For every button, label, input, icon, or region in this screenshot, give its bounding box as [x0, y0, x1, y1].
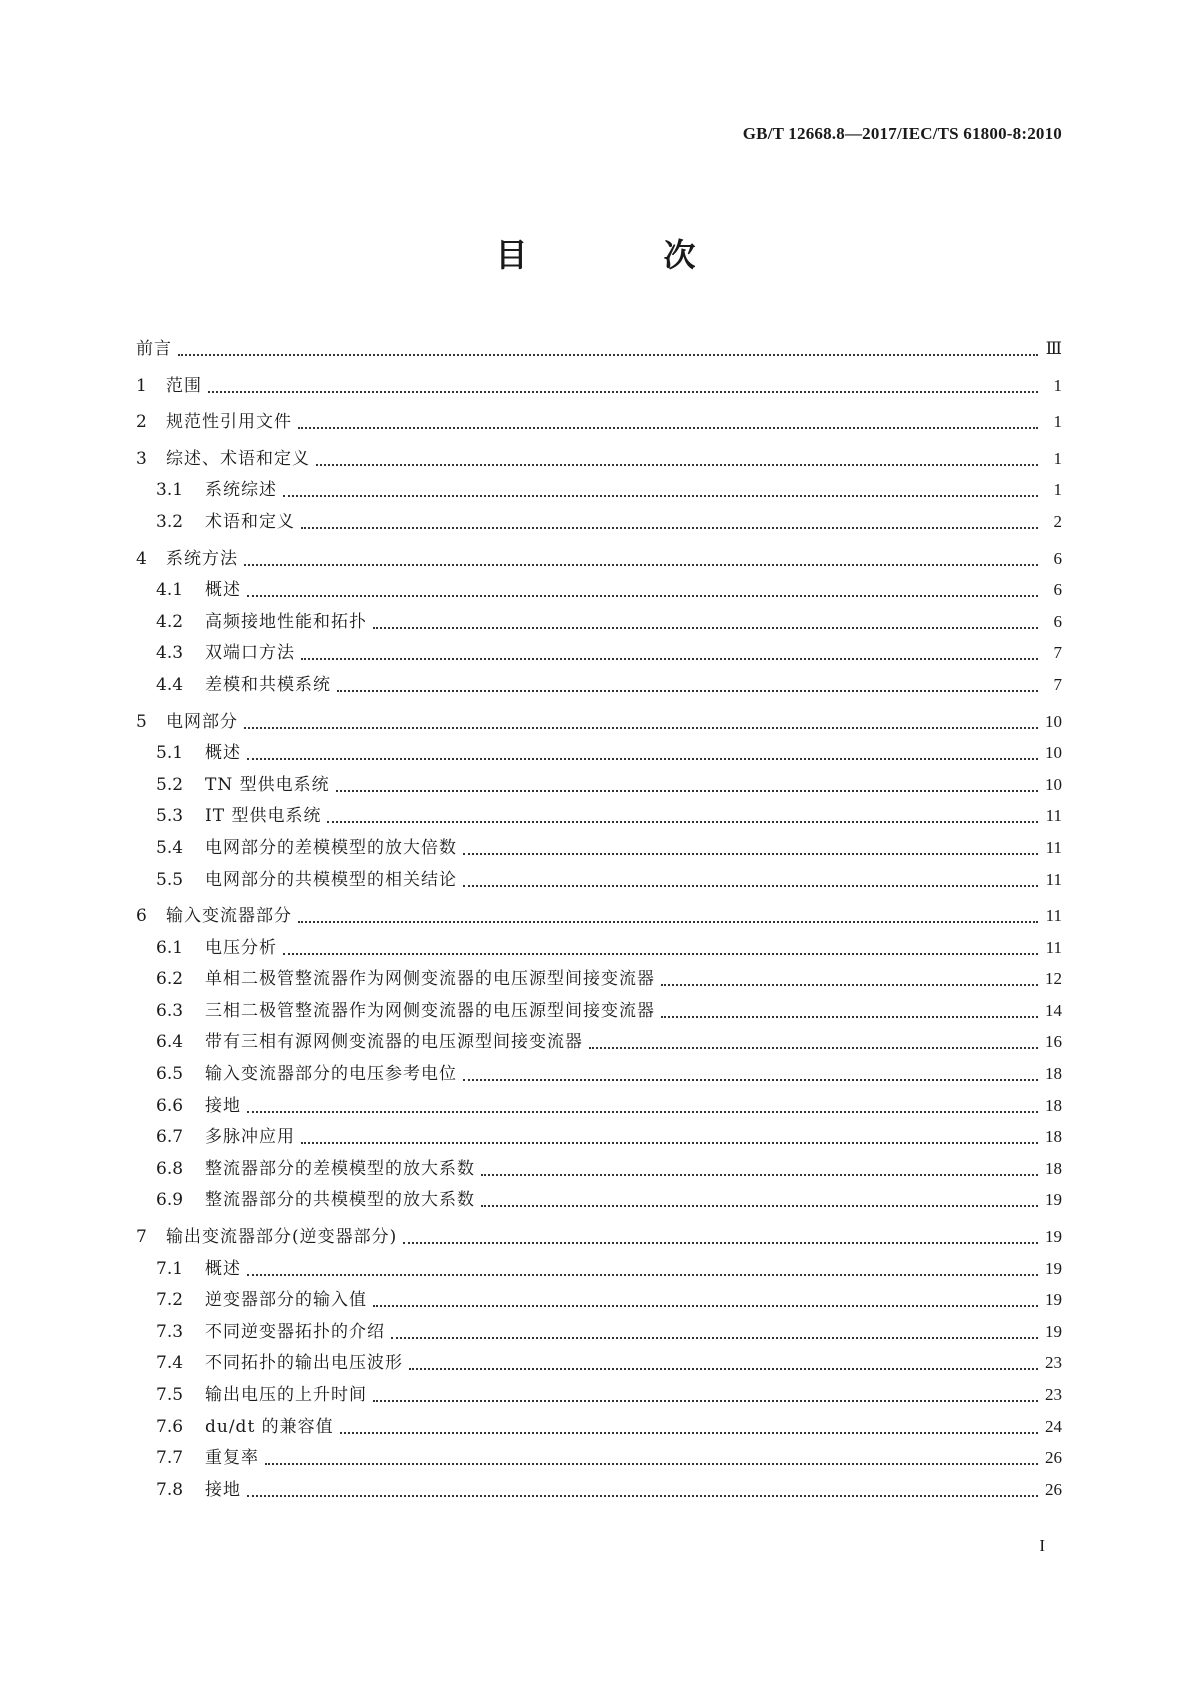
toc-entry-page: 19: [1045, 1290, 1062, 1310]
dot-leader: [403, 1225, 1038, 1244]
dot-leader: [391, 1320, 1038, 1339]
dot-leader: [298, 410, 1038, 429]
toc-entry[interactable]: [136, 1317, 1062, 1349]
toc-entry[interactable]: [136, 544, 1062, 576]
toc-entry-label: 逆变器部分的输入值: [205, 1290, 367, 1311]
toc-entry-number: 4: [136, 548, 147, 569]
toc-entry-number: 6.3: [156, 1000, 184, 1021]
toc-entry[interactable]: [136, 801, 1062, 833]
toc-entry-page: 6: [1053, 580, 1062, 600]
toc-entry-page: 26: [1045, 1479, 1062, 1499]
toc-entry[interactable]: [136, 707, 1062, 739]
toc-entry-number: 3: [136, 448, 147, 469]
dot-leader: [316, 447, 1038, 466]
toc-entry-label: 接地: [205, 1095, 241, 1116]
toc-entry-label: 双端口方法: [205, 643, 295, 664]
toc-entry-label: 系统方法: [166, 548, 238, 569]
toc-entry[interactable]: [136, 444, 1062, 476]
toc-entry-number: 5.1: [156, 743, 184, 764]
toc-entry[interactable]: [136, 1154, 1062, 1186]
toc-entry-page: 11: [1045, 806, 1062, 826]
dot-leader: [283, 478, 1038, 497]
toc-entry[interactable]: [136, 738, 1062, 770]
toc-entry-page: 23: [1045, 1353, 1062, 1373]
page-title: 目 次: [495, 236, 748, 274]
toc-entry[interactable]: [136, 407, 1062, 439]
toc-entry-number: 7.2: [156, 1290, 184, 1311]
dot-leader: [481, 1188, 1038, 1207]
dot-leader: [301, 510, 1038, 529]
toc-entry[interactable]: [136, 833, 1062, 865]
toc-entry[interactable]: [136, 575, 1062, 607]
toc-entry-page: 2: [1053, 511, 1062, 531]
toc-entry-page: 10: [1045, 743, 1062, 763]
dot-leader: [337, 673, 1038, 692]
toc-entry-number: 5: [136, 711, 147, 732]
toc-entry[interactable]: [136, 865, 1062, 897]
toc-entry-number: 6.8: [156, 1158, 184, 1179]
toc-entry-label: 多脉冲应用: [205, 1127, 295, 1148]
toc-entry-page: 23: [1045, 1385, 1062, 1404]
toc-entry-number: 7.5: [156, 1385, 184, 1405]
toc-entry-number: 6.9: [156, 1190, 184, 1211]
dot-leader: [265, 1446, 1038, 1465]
toc-entry[interactable]: [136, 770, 1062, 802]
dot-leader: [247, 578, 1038, 597]
toc-entry[interactable]: [136, 607, 1062, 639]
toc-entry-label: 概述: [205, 580, 241, 601]
toc-entry-page: 18: [1045, 1158, 1062, 1178]
dot-leader: [244, 547, 1038, 566]
dot-leader: [373, 1288, 1038, 1307]
toc-entry-number: 3.2: [156, 511, 184, 532]
dot-leader: [244, 710, 1038, 729]
toc-entry-number: 6.7: [156, 1127, 184, 1148]
toc-entry-label: 接地: [205, 1479, 241, 1500]
toc-entry[interactable]: [136, 638, 1062, 670]
dot-leader: [481, 1157, 1038, 1176]
table-of-contents: [136, 334, 1062, 1506]
dot-leader: [247, 741, 1038, 760]
toc-entry-page: 24: [1045, 1416, 1062, 1436]
toc-entry-number: 7.7: [156, 1448, 184, 1469]
toc-entry-label: 术语和定义: [205, 511, 295, 532]
toc-entry-number: 4.3: [156, 643, 184, 664]
dot-leader: [463, 1062, 1038, 1081]
toc-entry-number: 7.3: [156, 1321, 184, 1342]
toc-entry-label: 带有三相有源网侧变流器的电压源型间接变流器: [205, 1032, 583, 1053]
toc-entry[interactable]: [136, 371, 1062, 403]
toc-entry-page: 1: [1053, 412, 1062, 432]
toc-entry-label: 单相二极管整流器作为网侧变流器的电压源型间接变流器: [205, 969, 655, 990]
toc-entry-label: 差模和共模系统: [205, 674, 331, 695]
toc-entry-page: 19: [1045, 1227, 1062, 1247]
dot-leader: [301, 641, 1038, 660]
toc-entry[interactable]: [136, 1285, 1062, 1317]
toc-entry-page: 11: [1045, 837, 1062, 857]
toc-entry-number: 6.2: [156, 969, 184, 990]
toc-entry-label: IT 型供电系统: [205, 806, 322, 827]
toc-entry-number: 7.4: [156, 1353, 184, 1374]
dot-leader: [247, 1094, 1038, 1113]
toc-entry-label: TN 型供电系统: [205, 774, 330, 795]
toc-entry-page: 16: [1045, 1032, 1062, 1052]
toc-entry-label: 前言: [136, 339, 172, 359]
dot-leader: [247, 1257, 1038, 1276]
toc-entry-label: 概述: [205, 743, 241, 764]
toc-entry[interactable]: [136, 1222, 1062, 1254]
toc-entry-label: 输入变流器部分: [166, 906, 292, 927]
dot-leader: [661, 967, 1038, 986]
toc-entry-label: 不同拓扑的输出电压波形: [205, 1353, 403, 1374]
toc-entry[interactable]: [136, 1254, 1062, 1286]
toc-entry-page: 14: [1045, 1000, 1062, 1020]
toc-entry-label: 输入变流器部分的电压参考电位: [205, 1064, 457, 1085]
toc-entry-label: 电网部分: [166, 711, 238, 732]
toc-entry[interactable]: [136, 1091, 1062, 1123]
toc-entry-number: 5.2: [156, 774, 184, 795]
toc-entry-number: 3.1: [156, 480, 184, 501]
toc-entry-number: 5.5: [156, 869, 184, 890]
toc-entry[interactable]: [136, 507, 1062, 539]
toc-entry-number: 6.6: [156, 1095, 184, 1116]
toc-entry[interactable]: [136, 996, 1062, 1028]
toc-entry-page: 18: [1045, 1127, 1062, 1147]
toc-entry-label: 概述: [205, 1258, 241, 1279]
dot-leader: [661, 999, 1038, 1018]
toc-entry[interactable]: [136, 1122, 1062, 1154]
toc-entry[interactable]: [136, 1027, 1062, 1059]
toc-entry-number: 4.2: [156, 611, 184, 632]
toc-entry-label: 重复率: [205, 1448, 259, 1469]
toc-entry[interactable]: [136, 1443, 1062, 1475]
dot-leader: [208, 374, 1038, 393]
toc-entry-number: 7: [136, 1227, 147, 1248]
toc-entry-label: 电网部分的差模模型的放大倍数: [205, 837, 457, 858]
page-number: I: [1039, 1536, 1045, 1555]
toc-entry-label: 不同逆变器拓扑的介绍: [205, 1321, 385, 1342]
standard-code: GB/T 12668.8—2017/IEC/TS 61800-8:2010: [742, 124, 1062, 143]
toc-entry-page: 18: [1045, 1095, 1062, 1115]
toc-entry[interactable]: [136, 1380, 1062, 1412]
dot-leader: [298, 904, 1038, 923]
toc-entry-label: 综述、术语和定义: [166, 448, 310, 469]
toc-entry[interactable]: [136, 475, 1062, 507]
toc-entry-label: 输出电压的上升时间: [205, 1385, 367, 1405]
dot-leader: [463, 836, 1038, 855]
toc-entry-label: 高频接地性能和拓扑: [205, 611, 367, 632]
toc-entry-page: 1: [1053, 375, 1062, 395]
toc-entry-label: du/dt 的兼容值: [205, 1416, 334, 1437]
toc-entry-label: 范围: [166, 375, 202, 396]
dot-leader: [409, 1351, 1038, 1370]
toc-entry-page: Ⅲ: [1045, 339, 1062, 358]
toc-entry-label: 电网部分的共模模型的相关结论: [205, 869, 457, 890]
toc-entry[interactable]: [136, 1475, 1062, 1507]
toc-entry-page: 10: [1045, 711, 1062, 731]
dot-leader: [340, 1415, 1038, 1434]
dot-leader: [247, 1478, 1038, 1497]
toc-entry-number: 6.1: [156, 937, 184, 958]
toc-entry-page: 19: [1045, 1190, 1062, 1210]
toc-entry-number: 2: [136, 412, 147, 433]
toc-entry[interactable]: [136, 901, 1062, 933]
toc-entry-page: 11: [1045, 937, 1062, 957]
toc-entry-number: 7.6: [156, 1416, 184, 1437]
toc-entry[interactable]: [136, 1412, 1062, 1444]
toc-entry-number: 6.5: [156, 1064, 184, 1085]
dot-leader: [301, 1125, 1038, 1144]
toc-entry[interactable]: [136, 964, 1062, 996]
dot-leader: [327, 804, 1038, 823]
toc-entry-number: 7.1: [156, 1258, 184, 1279]
toc-entry[interactable]: [136, 933, 1062, 965]
toc-entry-label: 系统综述: [205, 480, 277, 501]
toc-entry-number: 1: [136, 375, 147, 396]
toc-entry[interactable]: [136, 334, 1062, 366]
toc-entry-number: 6.4: [156, 1032, 184, 1053]
toc-entry-label: 电压分析: [205, 937, 277, 958]
toc-entry-page: 18: [1045, 1064, 1062, 1084]
toc-entry-label: 规范性引用文件: [166, 412, 292, 433]
dot-leader: [373, 1383, 1038, 1402]
dot-leader: [283, 936, 1038, 955]
toc-entry-label: 三相二极管整流器作为网侧变流器的电压源型间接变流器: [205, 1000, 655, 1021]
toc-entry[interactable]: [136, 670, 1062, 702]
toc-entry-page: 6: [1053, 548, 1062, 568]
toc-entry-label: 输出变流器部分(逆变器部分): [166, 1227, 398, 1248]
toc-entry-page: 6: [1053, 611, 1062, 631]
toc-entry-page: 1: [1053, 448, 1062, 468]
toc-entry-label: 整流器部分的差模模型的放大系数: [205, 1158, 475, 1179]
toc-entry-number: 4.1: [156, 580, 184, 601]
toc-entry-page: 26: [1045, 1448, 1062, 1468]
toc-entry-number: 7.8: [156, 1479, 184, 1500]
dot-leader: [178, 337, 1038, 356]
dot-leader: [373, 610, 1038, 629]
toc-entry-number: 5.3: [156, 806, 184, 827]
toc-entry[interactable]: [136, 1348, 1062, 1380]
toc-entry-page: 11: [1045, 906, 1062, 926]
toc-entry-page: 19: [1045, 1321, 1062, 1341]
toc-entry-number: 6: [136, 906, 147, 927]
toc-entry-page: 1: [1053, 480, 1062, 500]
toc-entry[interactable]: [136, 1185, 1062, 1217]
toc-entry-number: 5.4: [156, 837, 184, 858]
toc-entry-page: 19: [1045, 1258, 1062, 1278]
toc-entry[interactable]: [136, 1059, 1062, 1091]
toc-entry-page: 7: [1053, 643, 1062, 663]
toc-entry-page: 7: [1053, 674, 1062, 694]
toc-entry-page: 11: [1045, 869, 1062, 889]
toc-entry-page: 12: [1045, 969, 1062, 989]
toc-entry-label: 整流器部分的共模模型的放大系数: [205, 1190, 475, 1211]
toc-entry-number: 4.4: [156, 674, 184, 695]
dot-leader: [336, 773, 1038, 792]
dot-leader: [463, 868, 1038, 887]
dot-leader: [589, 1030, 1038, 1049]
toc-entry-page: 10: [1045, 774, 1062, 794]
